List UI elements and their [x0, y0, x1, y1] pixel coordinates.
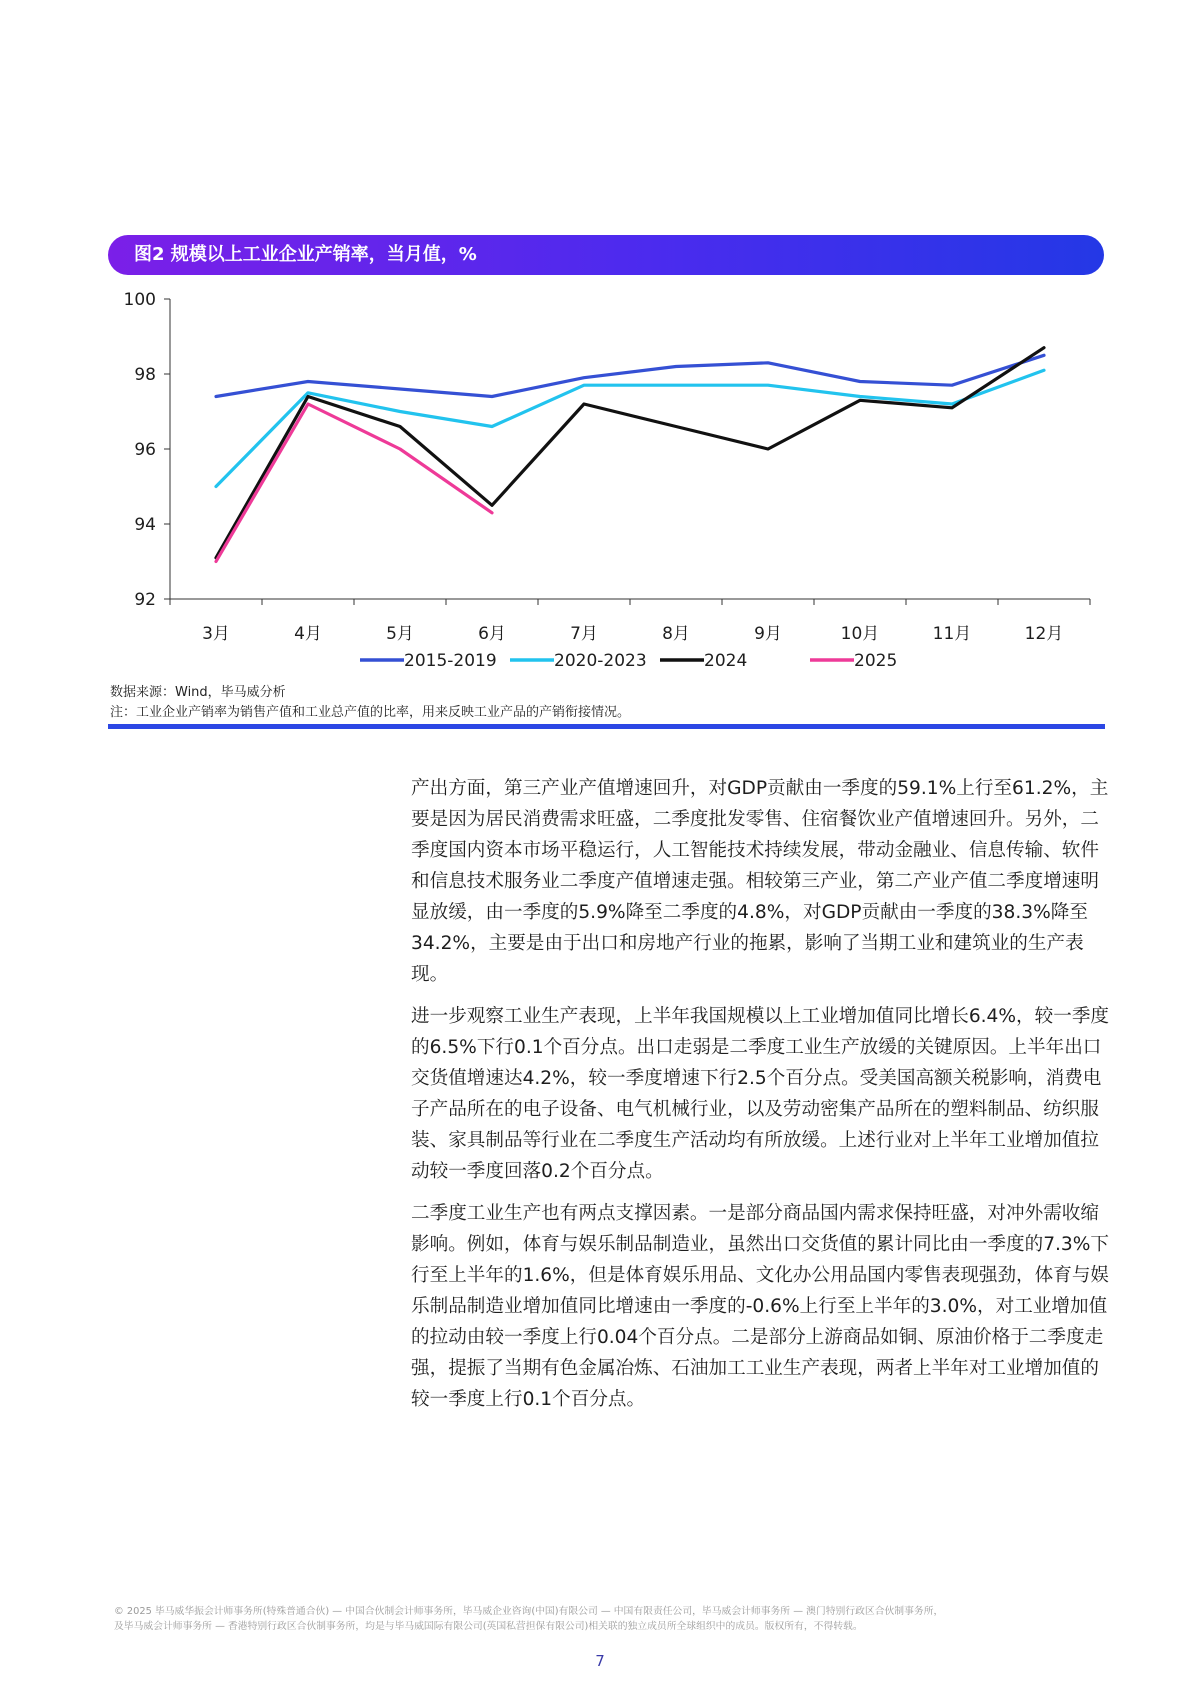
legend-label-2020-2023: 2020-2023: [554, 651, 647, 671]
body-text: [411, 773, 1111, 1426]
divider-rule: [108, 724, 1105, 729]
x-tick-label: 8月: [662, 624, 690, 644]
x-tick-label: 11月: [932, 624, 972, 644]
page-number: 7: [595, 1652, 605, 1670]
y-tick-label: 92: [134, 590, 156, 610]
series-line-2020-2023: [216, 370, 1044, 486]
y-tick-label: 98: [134, 365, 156, 385]
footer-line-2: 及毕马威会计师事务所 — 香港特别行政区合伙制事务所，均是与毕马威国际有限公司(英国私营担保有限公司)相关联的独立成员所全球组织中的成员。版权所有，不得转载。: [114, 1621, 863, 1632]
x-tick-label: 6月: [478, 624, 506, 644]
legend-label-2025: 2025: [854, 651, 898, 671]
paragraph-3: 二季度工业生产也有两点支撑因素。一是部分商品国内需求保持旺盛，对冲外需收缩影响。例如，体育与娱乐制品制造业，虽然出口交货值的累计同比由一季度的7.3%下行至上半年的1.6%，但是体育娱乐用品、文化办公用品国内零售表现强劲，体育与娱乐制品制造业增加值同比增速由一季度的-0.6%上行至上半年的3.0%，对工业增加值的拉动由较一季度上行0.04个百分点。二是部分上游商品如铜、原油价格于二季度走强，提振了当期有色金属冶炼、石油加工工业生产表现，两者上半年对工业增加值的较一季度上行0.1个百分点。: [411, 1203, 1110, 1410]
footer-copyright: [114, 1604, 1104, 1634]
y-tick-label: 100: [123, 290, 156, 310]
figure-note: 注：工业企业产销率为销售产值和工业总产值的比率，用来反映工业产品的产销衔接情况。: [110, 705, 631, 720]
x-tick-label: 5月: [386, 624, 414, 644]
line-chart: [100, 284, 1110, 684]
figure-source: 数据来源：Wind，毕马威分析: [110, 685, 286, 700]
figure-notes: [110, 683, 630, 723]
x-tick-label: 7月: [570, 624, 598, 644]
legend-label-2024: 2024: [704, 651, 748, 671]
legend-label-2015-2019: 2015-2019: [404, 651, 497, 671]
x-tick-label: 12月: [1024, 624, 1064, 644]
x-tick-label: 4月: [294, 624, 322, 644]
footer-line-1: © 2025 毕马威华振会计师事务所(特殊普通合伙) — 中国合伙制会计师事务所，毕马威企业咨询(中国)有限公司 — 中国有限责任公司，毕马威会计师事务所 — 澳门特别行政区合伙制事务所，: [114, 1606, 944, 1617]
series-line-2015-2019: [216, 355, 1044, 396]
figure-title: 图2 规模以上工业企业产销率，当月值，%: [134, 244, 477, 265]
x-tick-label: 9月: [754, 624, 782, 644]
y-tick-label: 94: [134, 515, 156, 535]
x-tick-label: 3月: [202, 624, 230, 644]
y-tick-label: 96: [134, 440, 156, 460]
series-line-2024: [216, 348, 1044, 558]
paragraph-2: 进一步观察工业生产表现，上半年我国规模以上工业增加值同比增长6.4%，较一季度的6.5%下行0.1个百分点。出口走弱是二季度工业生产放缓的关键原因。上半年出口交货值增速达4.2%，较一季度增速下行2.5个百分点。受美国高额关税影响，消费电子产品所在的电子设备、电气机械行业，以及劳动密集产品所在的塑料制品、纺织服装、家具制品等行业在二季度生产活动均有所放缓。上述行业对上半年工业增加值拉动较一季度回落0.2个百分点。: [411, 1006, 1110, 1182]
figure-title-banner: [108, 235, 1104, 275]
x-tick-label: 10月: [840, 624, 880, 644]
paragraph-1: 产出方面，第三产业产值增速回升，对GDP贡献由一季度的59.1%上行至61.2%，主要是因为居民消费需求旺盛，二季度批发零售、住宿餐饮业产值增速回升。另外，二季度国内资本市场平稳运行，人工智能技术持续发展，带动金融业、信息传输、软件和信息技术服务业二季度产值增速走强。相较第三产业，第二产业产值二季度增速明显放缓，由一季度的5.9%降至二季度的4.8%，对GDP贡献由一季度的38.3%降至34.2%，主要是由于出口和房地产行业的拖累，影响了当期工业和建筑业的生产表现。: [411, 778, 1109, 985]
